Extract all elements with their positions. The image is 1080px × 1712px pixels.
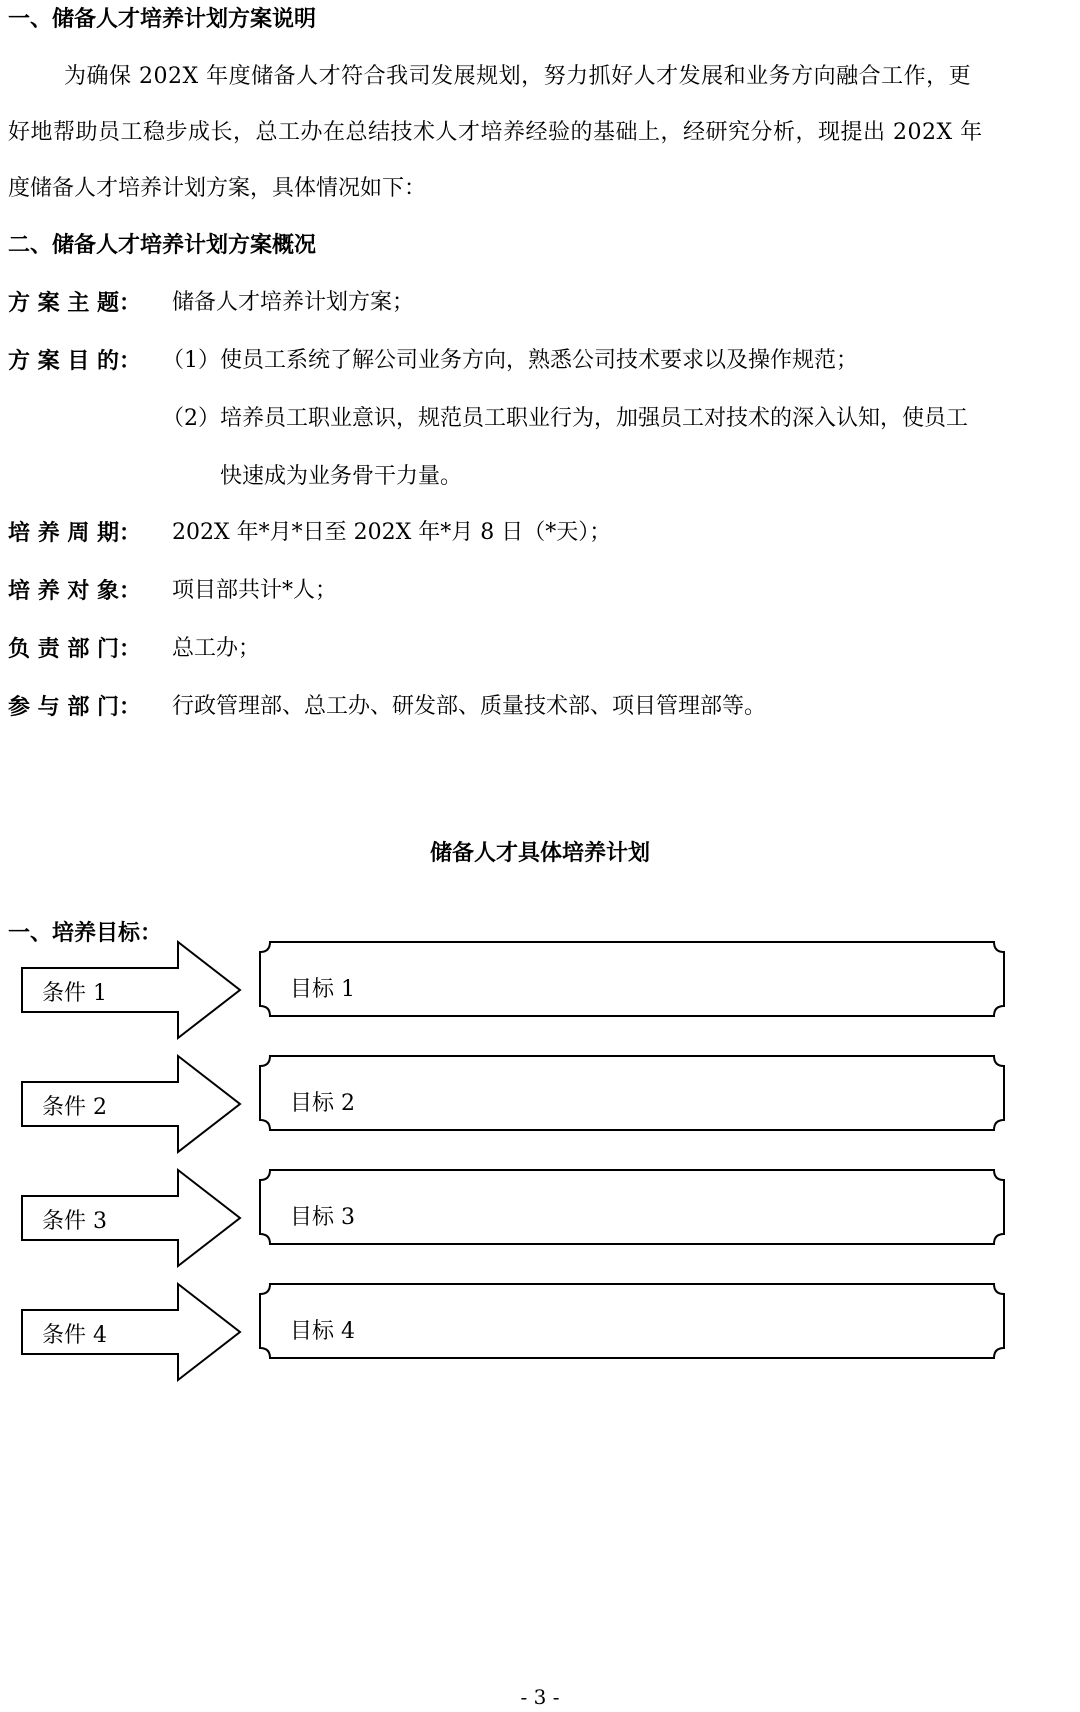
item-value-period: 202X 年*月*日至 202X 年*月 8 日（*天）； (172, 520, 612, 545)
diagram-row-1 (22, 942, 1004, 1038)
target-box-3 (260, 1170, 1004, 1244)
target-label-4: 目标 4 (290, 1319, 355, 1344)
condition-target-diagram (0, 940, 1080, 1420)
item-value-responsible: 总工办； (172, 636, 261, 661)
diagram-row-2 (22, 1056, 1004, 1152)
item-label-target: 培 养 对 象： (8, 578, 141, 604)
item-value-purpose-3: 快速成为业务骨干力量。 (220, 464, 463, 489)
target-label-2: 目标 2 (290, 1091, 355, 1116)
condition-label-3: 条件 3 (42, 1209, 107, 1234)
target-label-3: 目标 3 (290, 1205, 355, 1230)
item-value-theme: 储备人才培养计划方案； (172, 290, 415, 315)
page-number: - 3 - (520, 1685, 560, 1709)
paragraph-line-3: 度储备人才培养计划方案，具体情况如下： (8, 176, 427, 201)
target-box-1 (260, 942, 1004, 1016)
section1-heading: 一、储备人才培养计划方案说明 (8, 6, 317, 32)
item-label-theme: 方 案 主 题： (8, 290, 141, 316)
plan-title: 储备人才具体培养计划 (429, 840, 650, 866)
paragraph-line-1: 为确保 202X 年度储备人才符合我司发展规划，努力抓好人才发展和业务方向融合工作，更 (64, 64, 972, 89)
item-label-purpose: 方 案 目 的： (8, 348, 141, 374)
section2-heading: 二、储备人才培养计划方案概况 (8, 232, 317, 258)
item-label-participants: 参 与 部 门： (8, 694, 141, 720)
target-label-1: 目标 1 (290, 977, 355, 1002)
item-label-responsible: 负 责 部 门： (8, 636, 141, 662)
item-label-period: 培 养 周 期： (8, 520, 141, 546)
condition-label-2: 条件 2 (42, 1095, 107, 1120)
paragraph-line-2: 好地帮助员工稳步成长，总工办在总结技术人才培养经验的基础上，经研究分析，现提出 202X 年 (8, 120, 983, 145)
item-value-target: 项目部共计*人； (172, 578, 338, 603)
target-box-4 (260, 1284, 1004, 1358)
item-value-participants: 行政管理部、总工办、研发部、质量技术部、项目管理部等。 (172, 694, 767, 719)
diagram-row-4 (22, 1284, 1004, 1380)
item-value-purpose-1: （1）使员工系统了解公司业务方向，熟悉公司技术要求以及操作规范； (162, 348, 858, 373)
diagram-row-3 (22, 1170, 1004, 1266)
condition-label-1: 条件 1 (42, 981, 107, 1006)
item-value-purpose-2: （2）培养员工职业意识，规范员工职业行为，加强员工对技术的深入认知，使员工 (162, 406, 968, 431)
target-box-2 (260, 1056, 1004, 1130)
goal-heading: 一、培养目标： (8, 920, 163, 946)
condition-label-4: 条件 4 (42, 1323, 107, 1348)
